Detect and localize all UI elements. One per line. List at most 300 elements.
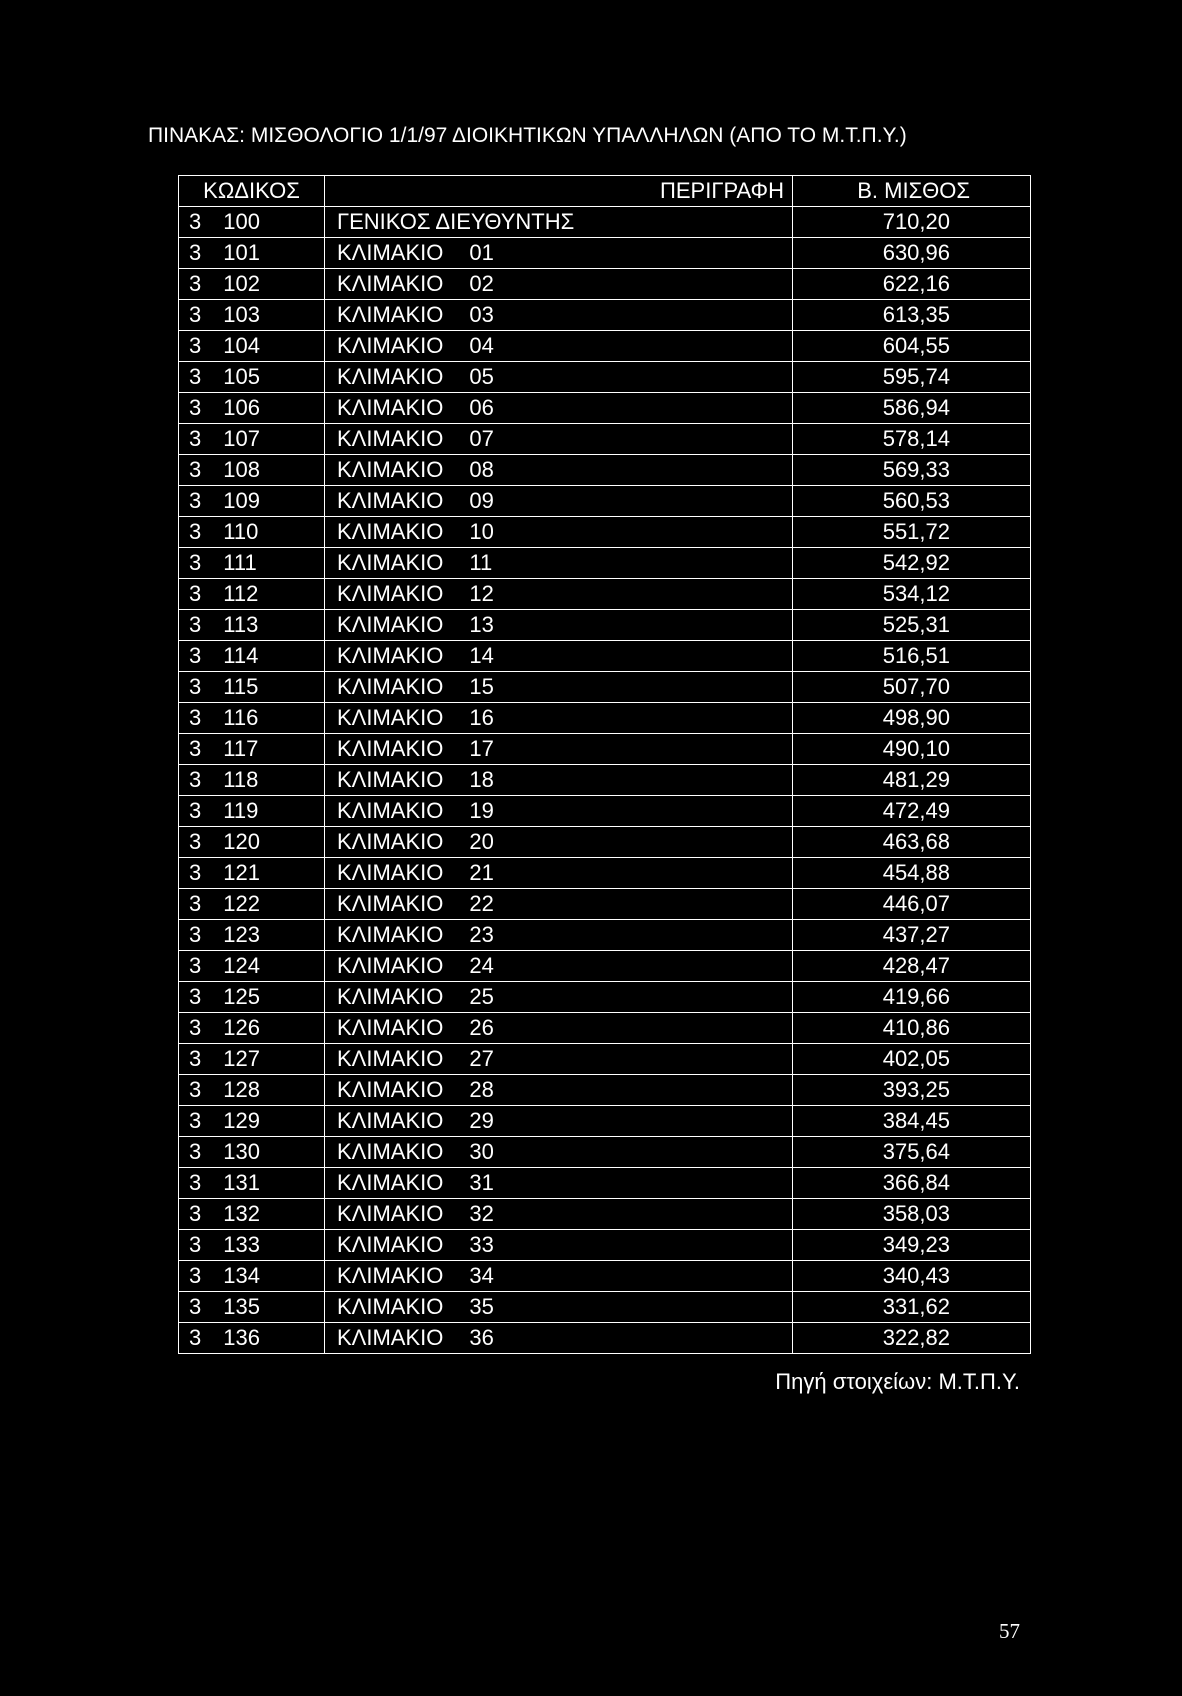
description-text: ΚΛΙΜΑΚΙΟ	[337, 674, 444, 699]
description-cell	[325, 424, 793, 455]
code-number: 108	[223, 457, 260, 482]
code-cell	[179, 1075, 325, 1106]
level-number: 31	[469, 1170, 494, 1195]
table-row	[179, 1230, 1031, 1261]
description-cell	[325, 1261, 793, 1292]
code-prefix: 3	[189, 612, 202, 637]
description-text: ΚΛΙΜΑΚΙΟ	[337, 1108, 444, 1133]
code-prefix: 3	[189, 271, 202, 296]
code-prefix: 3	[189, 457, 202, 482]
level-number: 25	[469, 984, 494, 1009]
table-row	[179, 610, 1031, 641]
code-number: 116	[223, 705, 259, 730]
code-cell	[179, 765, 325, 796]
description-text: ΚΛΙΜΑΚΙΟ	[337, 240, 444, 265]
code-prefix: 3	[189, 240, 202, 265]
code-cell	[179, 1168, 325, 1199]
description-cell	[325, 765, 793, 796]
code-number: 123	[223, 922, 260, 947]
table-row	[179, 1044, 1031, 1075]
code-prefix: 3	[189, 1170, 202, 1195]
table-row	[179, 827, 1031, 858]
level-number: 26	[469, 1015, 494, 1040]
description-cell	[325, 517, 793, 548]
code-cell	[179, 300, 325, 331]
description-text: ΚΛΙΜΑΚΙΟ	[337, 1201, 444, 1226]
code-number: 122	[223, 891, 260, 916]
code-number: 101	[223, 240, 260, 265]
description-text: ΚΛΙΜΑΚΙΟ	[337, 333, 444, 358]
level-number: 19	[469, 798, 494, 823]
description-text: ΚΛΙΜΑΚΙΟ	[337, 488, 444, 513]
table-row	[179, 238, 1031, 269]
description-cell	[325, 1323, 793, 1354]
level-number: 32	[469, 1201, 494, 1226]
salary-cell: 454,88	[793, 858, 1031, 889]
code-number: 135	[223, 1294, 260, 1319]
code-number: 128	[223, 1077, 260, 1102]
code-number: 115	[223, 674, 259, 699]
description-text: ΚΛΙΜΑΚΙΟ	[337, 550, 444, 575]
salary-cell: 446,07	[793, 889, 1031, 920]
code-cell	[179, 1137, 325, 1168]
salary-cell: 710,20	[793, 207, 1031, 238]
description-text: ΚΛΙΜΑΚΙΟ	[337, 891, 444, 916]
code-number: 114	[223, 643, 259, 668]
table-row	[179, 424, 1031, 455]
level-number: 16	[469, 705, 494, 730]
code-cell	[179, 393, 325, 424]
code-prefix: 3	[189, 519, 202, 544]
table-header-row	[179, 176, 1031, 207]
code-number: 125	[223, 984, 260, 1009]
table-row	[179, 331, 1031, 362]
description-cell	[325, 982, 793, 1013]
salary-table	[178, 175, 1031, 1354]
source-note: Πηγή στοιχείων: Μ.Τ.Π.Υ.	[775, 1369, 1020, 1394]
description-text: ΚΛΙΜΑΚΙΟ	[337, 953, 444, 978]
description-text: ΚΛΙΜΑΚΙΟ	[337, 612, 444, 637]
description-cell	[325, 1044, 793, 1075]
level-number: 10	[469, 519, 494, 544]
table-row	[179, 486, 1031, 517]
salary-cell: 384,45	[793, 1106, 1031, 1137]
code-cell	[179, 455, 325, 486]
table-body	[179, 207, 1031, 1354]
salary-cell: 551,72	[793, 517, 1031, 548]
description-cell	[325, 393, 793, 424]
description-cell	[325, 548, 793, 579]
code-number: 112	[223, 581, 259, 606]
salary-cell: 481,29	[793, 765, 1031, 796]
salary-cell: 586,94	[793, 393, 1031, 424]
code-number: 121	[223, 860, 260, 885]
salary-cell: 340,43	[793, 1261, 1031, 1292]
description-text: ΚΛΙΜΑΚΙΟ	[337, 1139, 444, 1164]
salary-cell: 428,47	[793, 951, 1031, 982]
description-cell	[325, 486, 793, 517]
description-cell	[325, 796, 793, 827]
description-cell	[325, 672, 793, 703]
salary-cell: 613,35	[793, 300, 1031, 331]
table-row	[179, 393, 1031, 424]
code-cell	[179, 641, 325, 672]
code-prefix: 3	[189, 1201, 202, 1226]
salary-cell: 490,10	[793, 734, 1031, 765]
page-title: ΠΙΝΑΚΑΣ: ΜΙΣΘΟΛΟΓΙΟ 1/1/97 ΔΙΟΙΚΗΤΙΚΩΝ ΥΠΑΛΛΗΛΩΝ (ΑΠΟ ΤΟ Μ.Τ.Π.Υ.)	[148, 124, 907, 147]
description-cell	[325, 827, 793, 858]
description-cell	[325, 331, 793, 362]
level-number: 13	[469, 612, 494, 637]
description-cell	[325, 1075, 793, 1106]
salary-cell: 622,16	[793, 269, 1031, 300]
code-prefix: 3	[189, 860, 202, 885]
code-prefix: 3	[189, 674, 202, 699]
description-text: ΚΛΙΜΑΚΙΟ	[337, 922, 444, 947]
description-text: ΚΛΙΜΑΚΙΟ	[337, 736, 444, 761]
code-prefix: 3	[189, 705, 202, 730]
code-number: 104	[223, 333, 260, 358]
code-number: 126	[223, 1015, 260, 1040]
table-row	[179, 1261, 1031, 1292]
level-number: 27	[469, 1046, 494, 1071]
code-number: 107	[223, 426, 260, 451]
description-cell	[325, 889, 793, 920]
code-prefix: 3	[189, 395, 202, 420]
level-number: 30	[469, 1139, 494, 1164]
description-text: ΚΛΙΜΑΚΙΟ	[337, 829, 444, 854]
code-cell	[179, 920, 325, 951]
salary-cell: 375,64	[793, 1137, 1031, 1168]
level-number: 03	[469, 302, 494, 327]
code-cell	[179, 269, 325, 300]
description-text: ΚΛΙΜΑΚΙΟ	[337, 1294, 444, 1319]
code-prefix: 3	[189, 550, 202, 575]
salary-cell: 604,55	[793, 331, 1031, 362]
code-prefix: 3	[189, 736, 202, 761]
description-text: ΚΛΙΜΑΚΙΟ	[337, 1170, 444, 1195]
description-cell	[325, 1199, 793, 1230]
code-number: 127	[223, 1046, 260, 1071]
description-text: ΚΛΙΜΑΚΙΟ	[337, 395, 444, 420]
description-cell	[325, 1013, 793, 1044]
table-row	[179, 269, 1031, 300]
code-prefix: 3	[189, 829, 202, 854]
level-number: 28	[469, 1077, 494, 1102]
description-text: ΚΛΙΜΑΚΙΟ	[337, 798, 444, 823]
code-cell	[179, 207, 325, 238]
level-number: 36	[469, 1325, 494, 1350]
table-row	[179, 455, 1031, 486]
code-prefix: 3	[189, 1077, 202, 1102]
table-row	[179, 703, 1031, 734]
code-number: 134	[223, 1263, 260, 1288]
description-cell	[325, 734, 793, 765]
salary-cell: 525,31	[793, 610, 1031, 641]
level-number: 24	[469, 953, 494, 978]
description-text: ΓΕΝΙΚΟΣ ΔΙΕΥΘΥΝΤΗΣ	[337, 209, 575, 234]
code-cell	[179, 1323, 325, 1354]
salary-cell: 393,25	[793, 1075, 1031, 1106]
description-cell	[325, 238, 793, 269]
description-text: ΚΛΙΜΑΚΙΟ	[337, 1325, 444, 1350]
level-number: 20	[469, 829, 494, 854]
description-cell	[325, 703, 793, 734]
table-row	[179, 1323, 1031, 1354]
description-text: ΚΛΙΜΑΚΙΟ	[337, 1015, 444, 1040]
level-number: 22	[469, 891, 494, 916]
code-prefix: 3	[189, 333, 202, 358]
table-row	[179, 641, 1031, 672]
description-cell	[325, 300, 793, 331]
description-cell	[325, 1168, 793, 1199]
code-number: 111	[223, 550, 257, 575]
salary-cell: 507,70	[793, 672, 1031, 703]
salary-cell: 542,92	[793, 548, 1031, 579]
code-number: 117	[223, 736, 259, 761]
description-text: ΚΛΙΜΑΚΙΟ	[337, 302, 444, 327]
description-text: ΚΛΙΜΑΚΙΟ	[337, 426, 444, 451]
code-cell	[179, 827, 325, 858]
code-number: 110	[223, 519, 259, 544]
code-number: 120	[223, 829, 260, 854]
code-prefix: 3	[189, 643, 202, 668]
level-number: 12	[469, 581, 494, 606]
code-cell	[179, 548, 325, 579]
table-row	[179, 1292, 1031, 1323]
level-number: 14	[469, 643, 494, 668]
code-number: 124	[223, 953, 260, 978]
table-row	[179, 765, 1031, 796]
code-number: 119	[223, 798, 259, 823]
code-number: 130	[223, 1139, 260, 1164]
table-row	[179, 548, 1031, 579]
table-row	[179, 920, 1031, 951]
description-text: ΚΛΙΜΑΚΙΟ	[337, 581, 444, 606]
table-row	[179, 796, 1031, 827]
salary-cell: 410,86	[793, 1013, 1031, 1044]
table-row	[179, 672, 1031, 703]
code-cell	[179, 331, 325, 362]
code-cell	[179, 951, 325, 982]
code-cell	[179, 579, 325, 610]
code-prefix: 3	[189, 1263, 202, 1288]
salary-cell: 358,03	[793, 1199, 1031, 1230]
code-prefix: 3	[189, 302, 202, 327]
table-row	[179, 517, 1031, 548]
salary-cell: 463,68	[793, 827, 1031, 858]
salary-cell: 595,74	[793, 362, 1031, 393]
code-number: 133	[223, 1232, 260, 1257]
code-prefix: 3	[189, 581, 202, 606]
level-number: 23	[469, 922, 494, 947]
code-cell	[179, 486, 325, 517]
description-text: ΚΛΙΜΑΚΙΟ	[337, 860, 444, 885]
description-text: ΚΛΙΜΑΚΙΟ	[337, 1232, 444, 1257]
salary-cell: 498,90	[793, 703, 1031, 734]
description-cell	[325, 269, 793, 300]
level-number: 34	[469, 1263, 494, 1288]
code-cell	[179, 1261, 325, 1292]
code-prefix: 3	[189, 1232, 202, 1257]
code-cell	[179, 1230, 325, 1261]
code-cell	[179, 362, 325, 393]
salary-cell: 569,33	[793, 455, 1031, 486]
table-row	[179, 982, 1031, 1013]
level-number: 17	[469, 736, 494, 761]
code-cell	[179, 1199, 325, 1230]
code-cell	[179, 238, 325, 269]
salary-cell: 402,05	[793, 1044, 1031, 1075]
description-text: ΚΛΙΜΑΚΙΟ	[337, 1077, 444, 1102]
description-cell	[325, 641, 793, 672]
code-prefix: 3	[189, 209, 202, 234]
code-prefix: 3	[189, 364, 202, 389]
description-cell	[325, 1106, 793, 1137]
code-cell	[179, 517, 325, 548]
salary-cell: 560,53	[793, 486, 1031, 517]
salary-cell: 437,27	[793, 920, 1031, 951]
code-cell	[179, 1292, 325, 1323]
level-number: 04	[469, 333, 494, 358]
description-cell	[325, 362, 793, 393]
salary-cell: 516,51	[793, 641, 1031, 672]
code-cell	[179, 796, 325, 827]
code-prefix: 3	[189, 1046, 202, 1071]
code-number: 129	[223, 1108, 260, 1133]
code-cell	[179, 858, 325, 889]
code-prefix: 3	[189, 1108, 202, 1133]
code-cell	[179, 1106, 325, 1137]
description-cell	[325, 455, 793, 486]
table-row	[179, 579, 1031, 610]
code-number: 103	[223, 302, 260, 327]
level-number: 18	[469, 767, 494, 792]
description-text: ΚΛΙΜΑΚΙΟ	[337, 1263, 444, 1288]
code-prefix: 3	[189, 1325, 202, 1350]
description-text: ΚΛΙΜΑΚΙΟ	[337, 271, 444, 296]
code-prefix: 3	[189, 984, 202, 1009]
code-prefix: 3	[189, 798, 202, 823]
code-prefix: 3	[189, 922, 202, 947]
code-number: 132	[223, 1201, 260, 1226]
code-cell	[179, 424, 325, 455]
salary-cell: 322,82	[793, 1323, 1031, 1354]
code-prefix: 3	[189, 1015, 202, 1040]
code-cell	[179, 889, 325, 920]
code-number: 100	[223, 209, 260, 234]
code-prefix: 3	[189, 426, 202, 451]
salary-cell: 419,66	[793, 982, 1031, 1013]
level-number: 06	[469, 395, 494, 420]
salary-cell: 472,49	[793, 796, 1031, 827]
code-number: 102	[223, 271, 260, 296]
salary-cell: 578,14	[793, 424, 1031, 455]
level-number: 01	[469, 240, 494, 265]
code-cell	[179, 703, 325, 734]
table-row	[179, 300, 1031, 331]
header-salary: Β. ΜΙΣΘΟΣ	[793, 176, 1031, 207]
table-row	[179, 889, 1031, 920]
table-row	[179, 362, 1031, 393]
code-prefix: 3	[189, 1139, 202, 1164]
level-number: 29	[469, 1108, 494, 1133]
salary-cell: 366,84	[793, 1168, 1031, 1199]
description-text: ΚΛΙΜΑΚΙΟ	[337, 643, 444, 668]
code-number: 106	[223, 395, 260, 420]
code-cell	[179, 610, 325, 641]
level-number: 33	[469, 1232, 494, 1257]
level-number: 15	[469, 674, 494, 699]
code-prefix: 3	[189, 767, 202, 792]
table-row	[179, 1013, 1031, 1044]
code-cell	[179, 672, 325, 703]
description-text: ΚΛΙΜΑΚΙΟ	[337, 767, 444, 792]
description-cell	[325, 951, 793, 982]
code-number: 131	[223, 1170, 260, 1195]
level-number: 02	[469, 271, 494, 296]
table-row	[179, 1106, 1031, 1137]
code-number: 113	[223, 612, 259, 637]
description-cell	[325, 610, 793, 641]
description-cell	[325, 920, 793, 951]
code-number: 105	[223, 364, 260, 389]
level-number: 07	[469, 426, 494, 451]
description-cell	[325, 1230, 793, 1261]
salary-cell: 331,62	[793, 1292, 1031, 1323]
code-prefix: 3	[189, 488, 202, 513]
description-cell	[325, 858, 793, 889]
level-number: 35	[469, 1294, 494, 1319]
table-row	[179, 951, 1031, 982]
level-number: 08	[469, 457, 494, 482]
table-row	[179, 1137, 1031, 1168]
code-number: 109	[223, 488, 260, 513]
table-row	[179, 1199, 1031, 1230]
code-cell	[179, 1013, 325, 1044]
description-text: ΚΛΙΜΑΚΙΟ	[337, 364, 444, 389]
table-row	[179, 858, 1031, 889]
level-number: 21	[469, 860, 494, 885]
description-cell	[325, 207, 793, 238]
salary-cell: 630,96	[793, 238, 1031, 269]
description-text: ΚΛΙΜΑΚΙΟ	[337, 984, 444, 1009]
page-number: 57	[999, 1619, 1020, 1643]
description-text: ΚΛΙΜΑΚΙΟ	[337, 705, 444, 730]
description-text: ΚΛΙΜΑΚΙΟ	[337, 1046, 444, 1071]
code-number: 136	[223, 1325, 260, 1350]
description-cell	[325, 1292, 793, 1323]
table-row	[179, 207, 1031, 238]
table-row	[179, 1075, 1031, 1106]
code-cell	[179, 1044, 325, 1075]
header-description: ΠΕΡΙΓΡΑΦΗ	[325, 176, 793, 207]
code-number: 118	[223, 767, 259, 792]
description-text: ΚΛΙΜΑΚΙΟ	[337, 457, 444, 482]
level-number: 05	[469, 364, 494, 389]
salary-cell: 349,23	[793, 1230, 1031, 1261]
code-cell	[179, 734, 325, 765]
level-number: 11	[469, 550, 493, 575]
level-number: 09	[469, 488, 494, 513]
code-cell	[179, 982, 325, 1013]
code-prefix: 3	[189, 1294, 202, 1319]
table-row	[179, 1168, 1031, 1199]
description-cell	[325, 1137, 793, 1168]
description-text: ΚΛΙΜΑΚΙΟ	[337, 519, 444, 544]
code-prefix: 3	[189, 891, 202, 916]
salary-cell: 534,12	[793, 579, 1031, 610]
